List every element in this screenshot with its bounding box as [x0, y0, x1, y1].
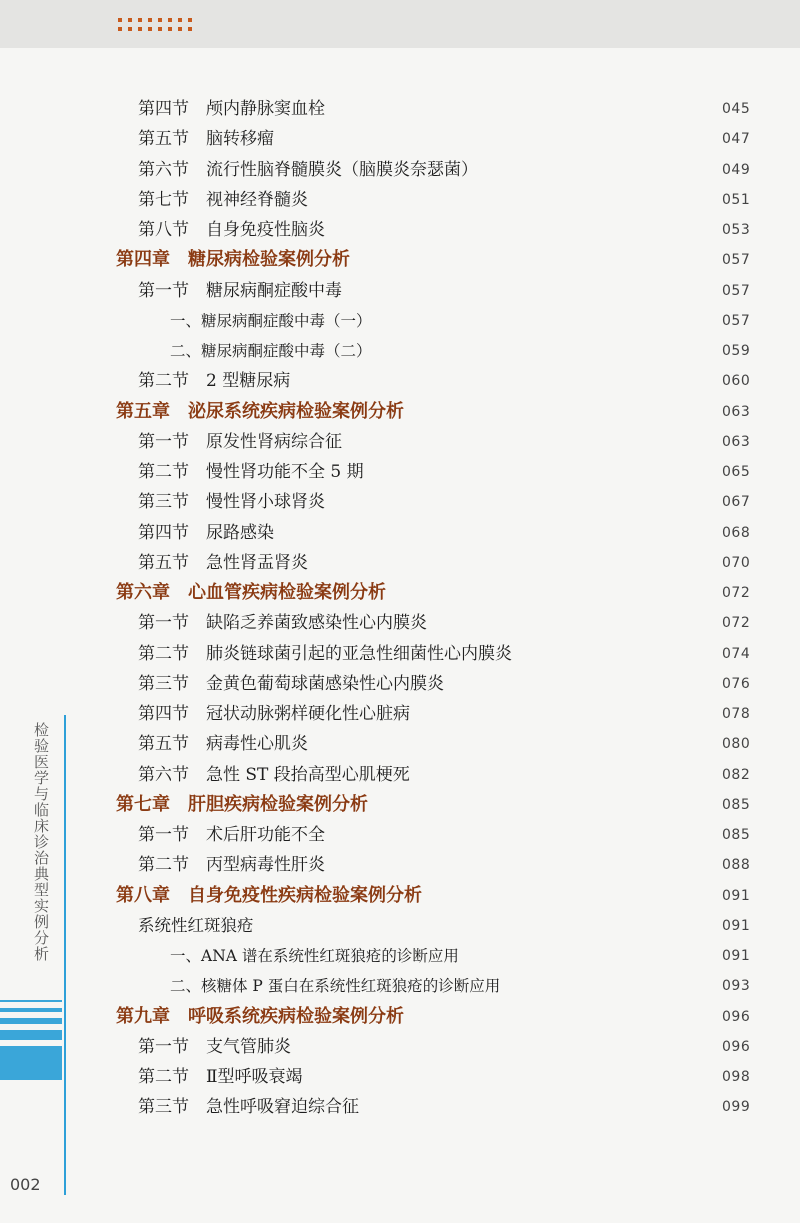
toc-entry-page: 059 [722, 343, 751, 359]
toc-entry-title: 第二节 2 型糖尿病 [138, 371, 291, 392]
toc-entry-title: 二、糖尿病酮症酸中毒（二） [170, 342, 372, 360]
toc-entry-page: 082 [722, 766, 751, 783]
toc-entry-title: 第二节 肺炎链球菌引起的亚急性细菌性心内膜炎 [138, 643, 512, 664]
toc-entry-page: 057 [722, 252, 751, 269]
toc-entry-title: 第八章 自身免疫性疾病检验案例分析 [116, 884, 422, 906]
toc-entry-page: 057 [722, 282, 751, 299]
toc-entry-chap [0, 578, 800, 608]
toc-entry-title: 第四节 冠状动脉粥样硬化性心脏病 [138, 704, 410, 724]
toc-entry-title: 第六节 急性 ST 段抬高型心肌梗死 [138, 764, 410, 785]
toc-entry-page: 093 [722, 978, 751, 995]
toc-entry-page: 051 [722, 191, 751, 208]
toc-entry-page: 047 [722, 131, 751, 148]
toc-entry-sec [0, 699, 800, 729]
toc-entry-chap [0, 790, 800, 820]
toc-entry-item [0, 941, 800, 971]
toc-entry-title: 第五节 病毒性心肌炎 [138, 734, 308, 755]
toc-entry-page: 053 [722, 222, 751, 238]
toc-entry-page: 063 [722, 433, 751, 450]
toc-entry-sec [0, 276, 800, 306]
toc-entry-page: 085 [722, 827, 751, 843]
toc-entry-page: 076 [722, 675, 751, 692]
toc-entry-title: 第七节 视神经脊髓炎 [138, 189, 308, 210]
toc-entry-sec [0, 518, 800, 548]
toc-entry-sec [0, 548, 800, 578]
toc-entry-title: 第九章 呼吸系统疾病检验案例分析 [116, 1005, 404, 1027]
toc-entry-title: 第一节 原发性肾病综合征 [138, 431, 342, 452]
toc-entry-page: 067 [722, 494, 751, 511]
toc-entry-page: 065 [722, 464, 751, 480]
toc-entry-sec [0, 155, 800, 185]
toc-entry-sec [0, 185, 800, 215]
toc-entry-title: 一、糖尿病酮症酸中毒（一） [170, 311, 372, 330]
toc-entry-page: 078 [722, 706, 751, 722]
toc-entry-page: 074 [722, 645, 751, 662]
toc-entry-sec [0, 457, 800, 487]
toc-entry-sec [0, 669, 800, 699]
toc-entry-sec [0, 366, 800, 396]
toc-entry-page: 072 [722, 585, 751, 601]
toc-entry-title: 第四节 尿路感染 [138, 522, 274, 543]
toc-entry-chap [0, 397, 800, 427]
toc-entry-chap [0, 1002, 800, 1032]
toc-entry-page: 088 [722, 857, 751, 874]
toc-entry-title: 第一节 缺陷乏养菌致感染性心内膜炎 [138, 613, 427, 634]
toc-entry-title: 第六章 心血管疾病检验案例分析 [116, 582, 386, 603]
toc-entry-sec [0, 760, 800, 790]
toc-entry-sec [0, 639, 800, 669]
toc-entry-sec [0, 1062, 800, 1092]
toc-entry-title: 第三节 金黄色葡萄球菌感染性心内膜炎 [138, 673, 444, 694]
toc-entry-title: 第六节 流行性脑脊髓膜炎（脑膜炎奈瑟菌） [138, 159, 478, 180]
toc-entry-item [0, 306, 800, 336]
toc-entry-title: 第三节 急性呼吸窘迫综合征 [138, 1097, 359, 1118]
toc-entry-sec [0, 427, 800, 457]
toc-entry-item [0, 971, 800, 1001]
toc-entry-page: 096 [722, 1038, 751, 1055]
toc-entry-title: 二、核糖体 P 蛋白在系统性红斑狼疮的诊断应用 [170, 977, 501, 996]
toc-entry-page: 091 [722, 948, 751, 964]
toc-entry-plain [0, 911, 800, 941]
toc-entry-sec [0, 850, 800, 880]
toc-entry-page: 068 [722, 524, 751, 541]
toc-entry-sec [0, 1032, 800, 1062]
toc-entry-chap [0, 245, 800, 275]
toc-entry-title: 第八节 自身免疫性脑炎 [138, 220, 325, 240]
toc-entry-page: 070 [722, 554, 751, 571]
side-book-title: 检验医学与临床诊治典型实例分析 [32, 722, 50, 962]
toc-entry-page: 091 [722, 887, 751, 904]
toc-entry-title: 第三节 慢性肾小球肾炎 [138, 492, 325, 513]
toc-entry-title: 第四节 颅内静脉窦血栓 [138, 99, 325, 119]
toc-entry-page: 098 [722, 1069, 751, 1085]
toc-entry-title: 第二节 丙型病毒性肝炎 [138, 855, 325, 876]
toc-entry-sec [0, 1092, 800, 1122]
toc-entry-sec [0, 94, 800, 124]
toc-entry-title: 第五节 脑转移瘤 [138, 129, 274, 150]
toc-entry-title: 第七章 肝胆疾病检验案例分析 [116, 793, 368, 815]
toc-entry-chap [0, 881, 800, 911]
toc-entry-page: 060 [722, 373, 751, 390]
toc-entry-sec [0, 608, 800, 638]
toc-entry-title: 第一节 术后肝功能不全 [138, 825, 325, 845]
toc-entry-page: 072 [722, 615, 751, 632]
toc-entry-sec [0, 729, 800, 759]
toc-entry-title: 系统性红斑狼疮 [138, 915, 254, 935]
toc-entry-title: 第二节 慢性肾功能不全 5 期 [138, 462, 364, 482]
toc-entry-page: 091 [722, 917, 751, 934]
toc-entry-title: 第五章 泌尿系统疾病检验案例分析 [116, 400, 404, 422]
toc-entry-page: 049 [722, 161, 751, 178]
toc-entry-sec [0, 215, 800, 245]
toc-entry-page: 057 [722, 312, 751, 329]
toc-entry-page: 080 [722, 736, 751, 753]
page-number: 002 [10, 1175, 41, 1194]
toc-entry-title: 第五节 急性肾盂肾炎 [138, 552, 308, 573]
decorative-dots [118, 18, 198, 34]
toc-entry-sec [0, 124, 800, 154]
toc-entry-title: 第一节 糖尿病酮症酸中毒 [138, 280, 342, 301]
toc-entry-page: 045 [722, 101, 751, 117]
toc-entry-page: 063 [722, 403, 751, 420]
toc-entry-page: 085 [722, 796, 751, 813]
toc-entry-item [0, 336, 800, 366]
toc-entry-sec [0, 487, 800, 517]
toc-entry-page: 096 [722, 1008, 751, 1025]
toc-entry-sec [0, 820, 800, 850]
toc-entry-title: 一、ANA 谱在系统性红斑狼疮的诊断应用 [170, 947, 459, 965]
toc-entry-page: 099 [722, 1099, 751, 1116]
toc-entry-title: 第二节 Ⅱ型呼吸衰竭 [138, 1067, 303, 1087]
toc-entry-title: 第四章 糖尿病检验案例分析 [116, 249, 350, 271]
header-band [0, 0, 800, 48]
toc-entry-title: 第一节 支气管肺炎 [138, 1036, 291, 1057]
